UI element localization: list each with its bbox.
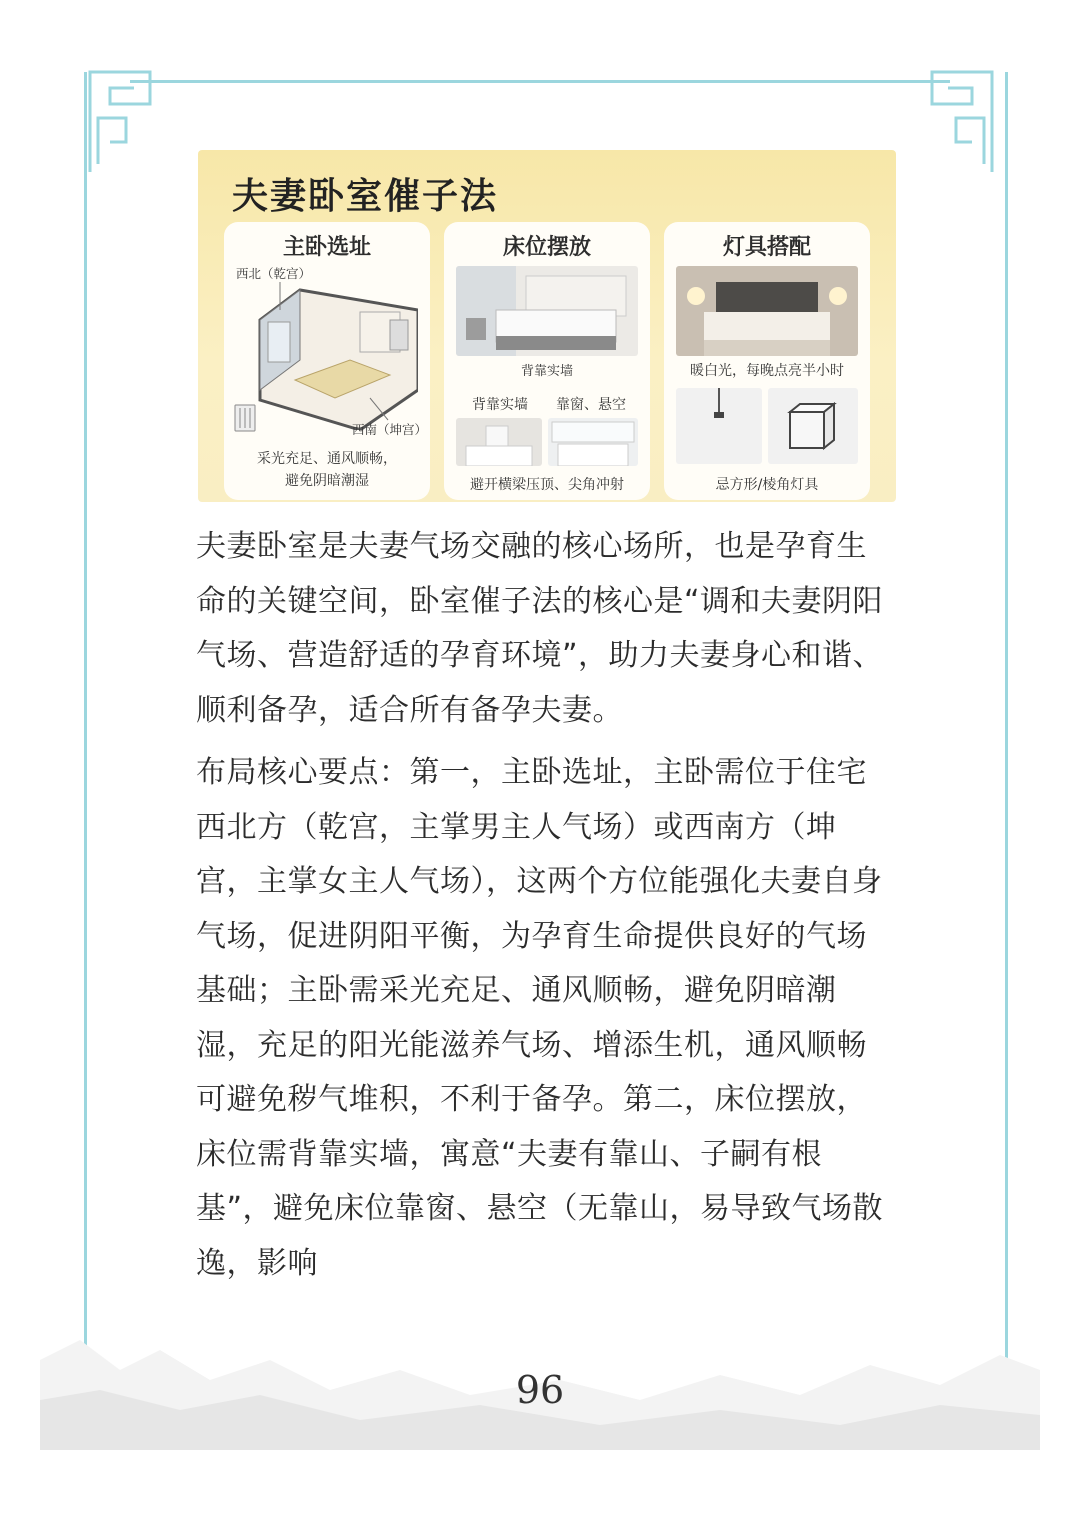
photo-caption: 背靠实墙 xyxy=(520,364,573,379)
photo-caption: 暖白光，每晚点亮半小时 xyxy=(690,363,844,379)
illustration-figure xyxy=(198,150,896,502)
radiator-icon xyxy=(234,404,256,432)
sub-label-bad: 靠窗、悬空 xyxy=(556,397,626,413)
panel-heading: 床位摆放 xyxy=(502,235,591,260)
fret-corner-ornament-right xyxy=(926,64,996,174)
bed-wall-thumbnail xyxy=(456,418,542,466)
label-northwest: 西北（乾宫） xyxy=(236,266,312,281)
square-lamp-thumbnail xyxy=(768,388,858,464)
bed-window-thumbnail xyxy=(548,418,638,466)
fret-corner-ornament-left xyxy=(86,64,156,174)
page-number: 96 xyxy=(515,1368,565,1412)
warm-light-bedroom-photo xyxy=(676,266,858,356)
sub-label-good: 背靠实墙 xyxy=(472,397,528,413)
room-floorplan-illustration xyxy=(240,280,418,430)
figure-title: 夫妻卧室催子法 xyxy=(232,176,499,217)
page-border-top xyxy=(130,80,950,83)
panel-bedroom-location xyxy=(224,222,430,500)
bed-against-wall-photo xyxy=(456,266,638,356)
paragraph-layout-points: 布局核心要点：第一，主卧选址，主卧需位于住宅西北方（乾宫，主掌男主人气场）或西南方（坤宫，主掌女主人气场），这两个方位能强化夫妻自身气场，促进阴阳平衡，为孕育生命提供良好的气场基础；主卧需采光充足、通风顺畅，避免阴暗潮湿，充足的阳光能滋养气场、增添生机，通风顺畅可避免秽气堆积，不利于备孕。第二，床位摆放，床位需背靠实墙，寓意“夫妻有靠山、子嗣有根基”，避免床位靠窗、悬空（无靠山，易导致气场散逸，影响 xyxy=(196,755,884,1281)
panel-lighting xyxy=(664,222,870,500)
paragraph-intro: 夫妻卧室是夫妻气场交融的核心场所，也是孕育生命的关键空间，卧室催子法的核心是“调和夫妻阴阳气场、营造舒适的孕育环境”，助力夫妻身心和谐、顺利备孕，适合所有备孕夫妻。 xyxy=(196,529,884,728)
panel-heading: 主卧选址 xyxy=(282,235,371,260)
panel-caption-line1: 采光充足、通风顺畅， xyxy=(257,451,397,467)
panel-caption: 忌方形/棱角灯具 xyxy=(715,477,819,493)
panel-caption-line2: 避免阴暗潮湿 xyxy=(285,473,369,489)
label-southwest: 西南（坤宫） xyxy=(352,422,428,437)
pendant-lamp-thumbnail xyxy=(676,388,762,464)
panel-bed-placement xyxy=(444,222,650,500)
panel-heading: 灯具搭配 xyxy=(722,235,811,260)
panel-caption: 避开横梁压顶、尖角冲射 xyxy=(470,477,624,493)
